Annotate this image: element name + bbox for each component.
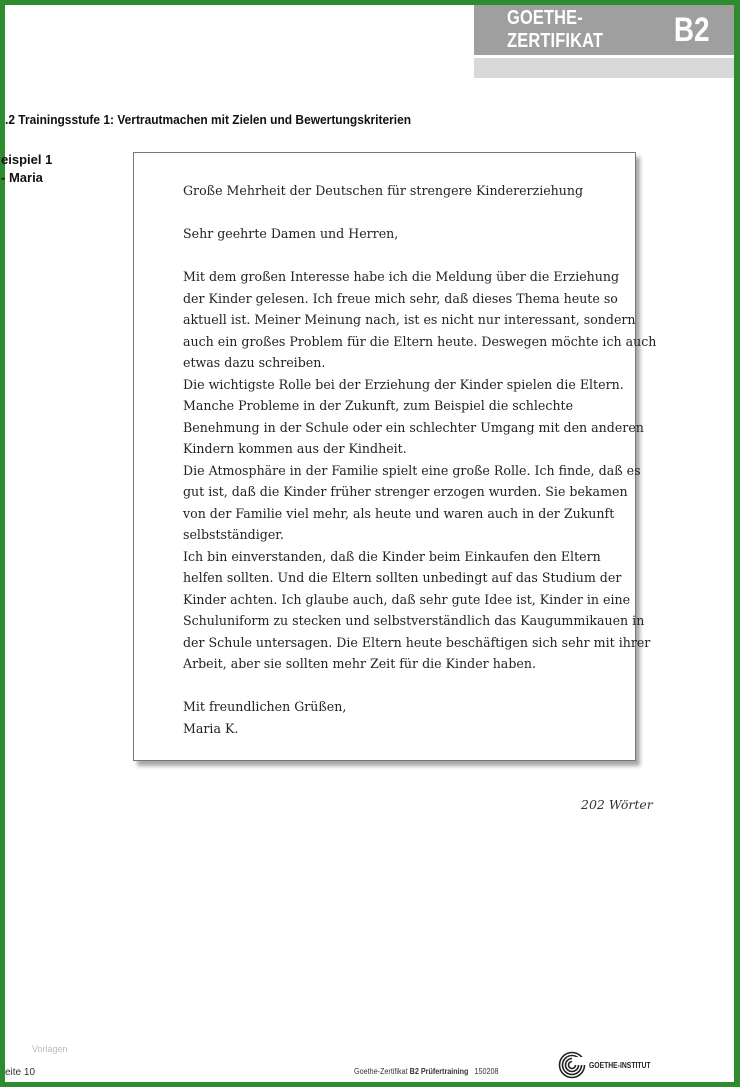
header-strip	[474, 58, 734, 78]
word-count: 202 Wörter	[581, 797, 653, 812]
letter-line: Arbeit, aber sie sollten mehr Zeit für die Kinder haben.	[183, 656, 536, 671]
letter-text	[183, 180, 657, 739]
header-title: GOETHE-ZERTIFIKAT	[507, 7, 604, 52]
letter-line: Mit dem großen Interesse habe ich die Meldung über die Erziehung	[183, 269, 620, 284]
page-number: eite 10	[5, 1067, 36, 1078]
letter-closing: Mit freundlichen Grüßen,	[183, 699, 347, 714]
publication-name: Prüfertraining	[420, 1067, 469, 1076]
watermark: Vorlagen	[32, 1044, 68, 1054]
letter-line: Benehmung in der Schule oder ein schlechter Umgang mit den anderen	[183, 419, 644, 435]
goethe-logo-icon	[558, 1051, 586, 1079]
certificate-header	[474, 5, 734, 55]
section-title: .2 Trainingsstufe 1: Vertrautmachen mit Zielen und Bewertungskriterien	[5, 112, 412, 127]
letter-body	[183, 266, 657, 675]
letter-line: Kindern kommen aus der Kindheit.	[183, 441, 407, 456]
letter-line: der Kinder gelesen. Ich freue mich sehr, daß dieses Thema heute so	[183, 290, 618, 306]
header-level: B2	[673, 10, 709, 49]
letter-line: selbstständiger.	[183, 527, 284, 542]
goethe-institut-logo	[558, 1051, 661, 1079]
letter-headline: Große Mehrheit der Deutschen für strengere Kindererziehung	[183, 183, 584, 198]
example-number: eispiel 1	[1, 152, 53, 167]
letter-line: auch ein großes Problem für die Eltern heute. Deswegen möchte ich auch	[183, 333, 657, 349]
example-label	[1, 151, 52, 187]
letter-line: etwas dazu schreiben.	[183, 355, 326, 370]
letter-line: der Schule untersagen. Die Eltern heute beschäftigen sich sehr mit ihrer	[183, 634, 651, 650]
letter-line: Manche Probleme in der Zukunft, zum Beispiel die schlechte	[183, 398, 574, 413]
letter-line: Die wichtigste Rolle bei der Erziehung der Kinder spielen die Eltern.	[183, 376, 624, 392]
publication-prefix: Goethe-Zertifikat	[354, 1067, 408, 1076]
letter-line: Kinder achten. Ich glaube auch, daß sehr gute Idee ist, Kinder in eine	[183, 591, 631, 607]
letter-line: helfen sollten. Und die Eltern sollten unbedingt auf das Studium der	[183, 570, 622, 585]
letter-line: Schuluniform zu stecken und selbstverständlich das Kaugummikauen in	[183, 613, 645, 628]
publication-info	[354, 1067, 499, 1076]
letter-salutation: Sehr geehrte Damen und Herren,	[183, 226, 399, 241]
logo-text: GOETHE-INSTITUT	[589, 1060, 651, 1070]
letter-line: gut ist, daß die Kinder früher strenger erzogen wurden. Sie bekamen	[183, 484, 628, 499]
document-page	[1, 5, 734, 1082]
letter-signature: Maria K.	[183, 720, 239, 736]
letter-line: Ich bin einverstanden, daß die Kinder beim Einkaufen den Eltern	[183, 548, 601, 564]
publication-code: 150208	[474, 1067, 499, 1076]
letter-line: aktuell ist. Meiner Meinung nach, ist es nicht nur interessant, sondern	[183, 312, 636, 327]
letter-box	[133, 152, 657, 761]
letter-line: Die Atmosphäre in der Familie spielt eine große Rolle. Ich finde, daß es	[183, 462, 641, 478]
example-author: - Maria	[1, 170, 43, 185]
letter-line: von der Familie viel mehr, als heute und waren auch in der Zukunft	[183, 505, 615, 521]
publication-level: B2	[409, 1067, 419, 1076]
